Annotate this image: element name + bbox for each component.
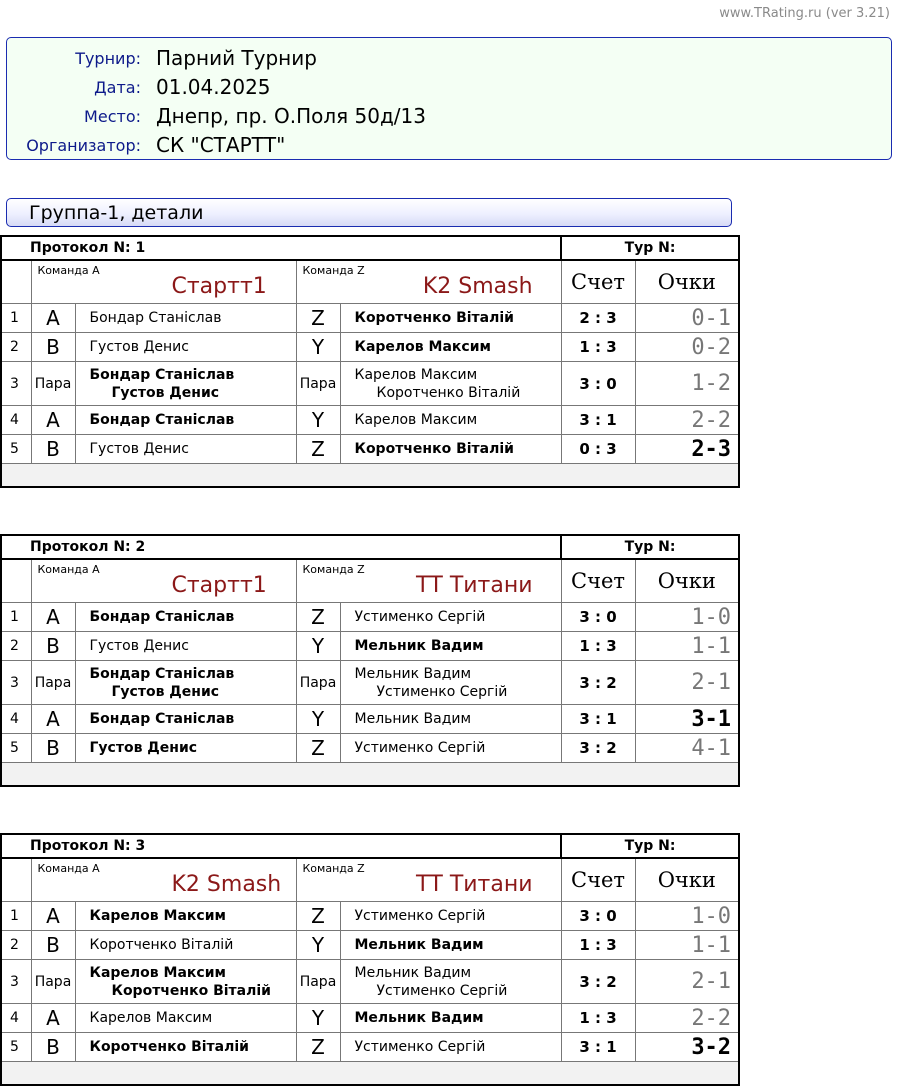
game-row <box>1 960 739 1004</box>
slot-z: Y <box>296 632 340 661</box>
protocol-table <box>0 534 740 787</box>
game-score: 3 : 2 <box>561 960 635 1004</box>
team-a-cell <box>31 858 296 902</box>
player-z-cell <box>340 304 561 333</box>
game-score: 2 : 3 <box>561 304 635 333</box>
player-name: Коротченко Віталій <box>89 1039 249 1055</box>
info-value: Днепр, пр. О.Поля 50д/13 <box>156 104 426 128</box>
empty-cell <box>1 559 31 603</box>
slot-a: Пара <box>31 362 75 406</box>
player-z-cell <box>340 960 561 1004</box>
team-a-cell <box>31 559 296 603</box>
game-score: 1 : 3 <box>561 632 635 661</box>
player-a-cell <box>75 902 296 931</box>
player-z-cell <box>340 406 561 435</box>
team-a-name: Стартт1 <box>171 573 267 598</box>
team-a-name: Стартт1 <box>171 274 267 299</box>
game-row <box>1 1004 739 1033</box>
game-number: 4 <box>1 1004 31 1033</box>
info-label: Организатор: <box>26 136 141 155</box>
site-link[interactable]: www.TRating.ru (ver 3.21) <box>719 6 890 21</box>
slot-z: Z <box>296 1033 340 1062</box>
game-number: 4 <box>1 406 31 435</box>
protocol-footer <box>1 464 739 488</box>
tour-label: Тур N: <box>561 236 739 260</box>
player-name: Густов Денис <box>89 339 189 355</box>
player-name: Мельник Вадим <box>354 638 484 654</box>
team-a-label: Команда A <box>37 563 100 576</box>
player-z-cell <box>340 435 561 464</box>
empty-cell <box>1 858 31 902</box>
slot-a: Пара <box>31 960 75 1004</box>
running-points: 1-0 <box>635 603 739 632</box>
player-z-cell <box>340 661 561 705</box>
game-number: 2 <box>1 931 31 960</box>
player-name: Устименко Сергій <box>376 982 508 999</box>
slot-a: Пара <box>31 661 75 705</box>
slot-a: B <box>31 632 75 661</box>
running-points: 3-2 <box>635 1033 739 1062</box>
game-score: 3 : 0 <box>561 362 635 406</box>
player-name: Мельник Вадим <box>354 665 472 682</box>
game-row <box>1 661 739 705</box>
protocol-title: Протокол N: 1 <box>1 236 561 260</box>
game-number: 5 <box>1 435 31 464</box>
game-score: 3 : 1 <box>561 705 635 734</box>
player-a-cell <box>75 304 296 333</box>
team-a-cell <box>31 260 296 304</box>
player-name: Карелов Максим <box>89 964 226 981</box>
team-z-cell <box>296 260 561 304</box>
running-points: 3-1 <box>635 705 739 734</box>
footer-cell <box>1 1062 739 1086</box>
team-z-name: ТТ Титани <box>415 872 533 897</box>
running-points: 1-2 <box>635 362 739 406</box>
slot-a: A <box>31 902 75 931</box>
game-number: 3 <box>1 661 31 705</box>
player-name: Бондар Станіслав <box>89 665 235 682</box>
player-z-cell <box>340 632 561 661</box>
slot-a: A <box>31 705 75 734</box>
game-row <box>1 406 739 435</box>
player-a-cell <box>75 632 296 661</box>
game-row <box>1 1033 739 1062</box>
game-row <box>1 603 739 632</box>
player-name: Густов Денис <box>89 441 189 457</box>
player-name: Бондар Станіслав <box>89 310 222 326</box>
player-name: Бондар Станіслав <box>89 711 235 727</box>
slot-z: Y <box>296 931 340 960</box>
game-row <box>1 705 739 734</box>
player-name: Устименко Сергій <box>354 908 486 924</box>
game-row <box>1 333 739 362</box>
player-name: Устименко Сергій <box>354 1039 486 1055</box>
player-name: Коротченко Віталій <box>354 441 514 457</box>
player-a-cell <box>75 435 296 464</box>
slot-a: A <box>31 1004 75 1033</box>
slot-a: B <box>31 435 75 464</box>
player-name: Мельник Вадим <box>354 1010 484 1026</box>
points-header: Очки <box>635 559 739 603</box>
player-name: Густов Денис <box>89 740 198 756</box>
player-name: Карелов Максим <box>354 339 491 355</box>
running-points: 2-2 <box>635 1004 739 1033</box>
running-points: 0-2 <box>635 333 739 362</box>
protocol-title: Протокол N: 3 <box>1 834 561 858</box>
protocol-footer <box>1 1062 739 1086</box>
slot-a: A <box>31 304 75 333</box>
player-a-cell <box>75 406 296 435</box>
game-score: 3 : 0 <box>561 902 635 931</box>
player-a-cell <box>75 1033 296 1062</box>
info-label: Дата: <box>94 78 141 97</box>
team-z-cell <box>296 858 561 902</box>
footer-cell <box>1 763 739 787</box>
player-z-cell <box>340 931 561 960</box>
game-row <box>1 304 739 333</box>
info-row-organizer <box>7 129 887 158</box>
info-value: СК "СТАРТТ" <box>156 133 286 157</box>
team-z-label: Команда Z <box>302 264 365 277</box>
player-a-cell <box>75 960 296 1004</box>
slot-z: Y <box>296 705 340 734</box>
player-name: Мельник Вадим <box>354 711 472 727</box>
footer-cell <box>1 464 739 488</box>
slot-z: Z <box>296 603 340 632</box>
player-name: Мельник Вадим <box>354 937 484 953</box>
player-z-cell <box>340 362 561 406</box>
points-header: Очки <box>635 858 739 902</box>
player-name: Коротченко Віталій <box>376 384 521 401</box>
player-name: Густов Денис <box>89 638 189 654</box>
game-row <box>1 632 739 661</box>
player-a-cell <box>75 705 296 734</box>
points-header: Очки <box>635 260 739 304</box>
player-name: Густов Денис <box>111 683 220 700</box>
protocol-header <box>1 535 739 559</box>
game-score: 3 : 2 <box>561 734 635 763</box>
player-name: Карелов Максим <box>354 412 478 428</box>
protocol-footer <box>1 763 739 787</box>
game-number: 3 <box>1 960 31 1004</box>
game-score: 1 : 3 <box>561 931 635 960</box>
game-number: 5 <box>1 734 31 763</box>
running-points: 4-1 <box>635 734 739 763</box>
running-points: 1-1 <box>635 931 739 960</box>
player-name: Карелов Максим <box>89 1010 213 1026</box>
game-score: 3 : 1 <box>561 406 635 435</box>
player-a-cell <box>75 734 296 763</box>
game-row <box>1 734 739 763</box>
player-name: Коротченко Віталій <box>111 982 271 999</box>
tournament-info <box>6 37 892 160</box>
info-row-place <box>7 100 887 129</box>
player-name: Коротченко Віталій <box>354 310 514 326</box>
info-value: 01.04.2025 <box>156 75 271 99</box>
player-z-cell <box>340 734 561 763</box>
player-name: Коротченко Віталій <box>89 937 234 953</box>
tour-label: Тур N: <box>561 834 739 858</box>
slot-z: Z <box>296 304 340 333</box>
running-points: 1-1 <box>635 632 739 661</box>
team-z-label: Команда Z <box>302 862 365 875</box>
slot-a: B <box>31 1033 75 1062</box>
info-row-date <box>7 71 887 100</box>
player-a-cell <box>75 931 296 960</box>
group-title: Группа-1, детали <box>29 202 204 224</box>
group-header <box>6 198 732 227</box>
info-row-tournament <box>7 42 887 71</box>
game-number: 5 <box>1 1033 31 1062</box>
slot-z: Y <box>296 1004 340 1033</box>
slot-z: Z <box>296 902 340 931</box>
player-z-cell <box>340 603 561 632</box>
player-name: Мельник Вадим <box>354 964 472 981</box>
game-score: 3 : 2 <box>561 661 635 705</box>
player-name: Карелов Максим <box>89 908 226 924</box>
team-z-label: Команда Z <box>302 563 365 576</box>
player-a-cell <box>75 1004 296 1033</box>
slot-a: A <box>31 603 75 632</box>
player-a-cell <box>75 333 296 362</box>
team-z-name: ТТ Титани <box>415 573 533 598</box>
slot-z: Y <box>296 333 340 362</box>
game-score: 1 : 3 <box>561 333 635 362</box>
info-label: Место: <box>84 107 141 126</box>
protocol-title: Протокол N: 2 <box>1 535 561 559</box>
running-points: 2-1 <box>635 661 739 705</box>
protocol-header <box>1 236 739 260</box>
info-label: Турнир: <box>75 49 141 68</box>
player-name: Бондар Станіслав <box>89 412 235 428</box>
player-name: Бондар Станіслав <box>89 609 235 625</box>
player-z-cell <box>340 1004 561 1033</box>
teams-row <box>1 858 739 902</box>
game-number: 1 <box>1 304 31 333</box>
slot-a: B <box>31 333 75 362</box>
game-number: 2 <box>1 632 31 661</box>
game-number: 4 <box>1 705 31 734</box>
teams-row <box>1 260 739 304</box>
running-points: 2-3 <box>635 435 739 464</box>
teams-row <box>1 559 739 603</box>
slot-z: Y <box>296 406 340 435</box>
slot-z: Пара <box>296 661 340 705</box>
slot-z: Пара <box>296 960 340 1004</box>
game-number: 2 <box>1 333 31 362</box>
player-a-cell <box>75 603 296 632</box>
protocol-header <box>1 834 739 858</box>
player-name: Бондар Станіслав <box>89 366 235 383</box>
player-name: Устименко Сергій <box>354 609 486 625</box>
game-row <box>1 362 739 406</box>
slot-z: Пара <box>296 362 340 406</box>
score-header: Счет <box>561 858 635 902</box>
slot-a: B <box>31 734 75 763</box>
game-score: 3 : 1 <box>561 1033 635 1062</box>
info-value: Парний Турнир <box>156 46 317 70</box>
game-row <box>1 931 739 960</box>
team-a-name: K2 Smash <box>171 872 282 897</box>
player-a-cell <box>75 362 296 406</box>
game-row <box>1 435 739 464</box>
player-name: Густов Денис <box>111 384 220 401</box>
score-header: Счет <box>561 260 635 304</box>
team-z-cell <box>296 559 561 603</box>
team-a-label: Команда A <box>37 862 100 875</box>
running-points: 2-1 <box>635 960 739 1004</box>
slot-a: B <box>31 931 75 960</box>
player-a-cell <box>75 661 296 705</box>
game-number: 1 <box>1 902 31 931</box>
game-number: 3 <box>1 362 31 406</box>
running-points: 0-1 <box>635 304 739 333</box>
player-z-cell <box>340 705 561 734</box>
game-row <box>1 902 739 931</box>
player-name: Устименко Сергій <box>354 740 486 756</box>
player-z-cell <box>340 333 561 362</box>
game-score: 0 : 3 <box>561 435 635 464</box>
protocol-table <box>0 235 740 488</box>
running-points: 1-0 <box>635 902 739 931</box>
tour-label: Тур N: <box>561 535 739 559</box>
game-number: 1 <box>1 603 31 632</box>
team-a-label: Команда A <box>37 264 100 277</box>
game-score: 1 : 3 <box>561 1004 635 1033</box>
slot-z: Z <box>296 734 340 763</box>
player-z-cell <box>340 1033 561 1062</box>
player-z-cell <box>340 902 561 931</box>
slot-z: Z <box>296 435 340 464</box>
score-header: Счет <box>561 559 635 603</box>
player-name: Карелов Максим <box>354 366 478 383</box>
game-score: 3 : 0 <box>561 603 635 632</box>
slot-a: A <box>31 406 75 435</box>
player-name: Устименко Сергій <box>376 683 508 700</box>
protocol-table <box>0 833 740 1086</box>
team-z-name: K2 Smash <box>422 274 533 299</box>
running-points: 2-2 <box>635 406 739 435</box>
empty-cell <box>1 260 31 304</box>
